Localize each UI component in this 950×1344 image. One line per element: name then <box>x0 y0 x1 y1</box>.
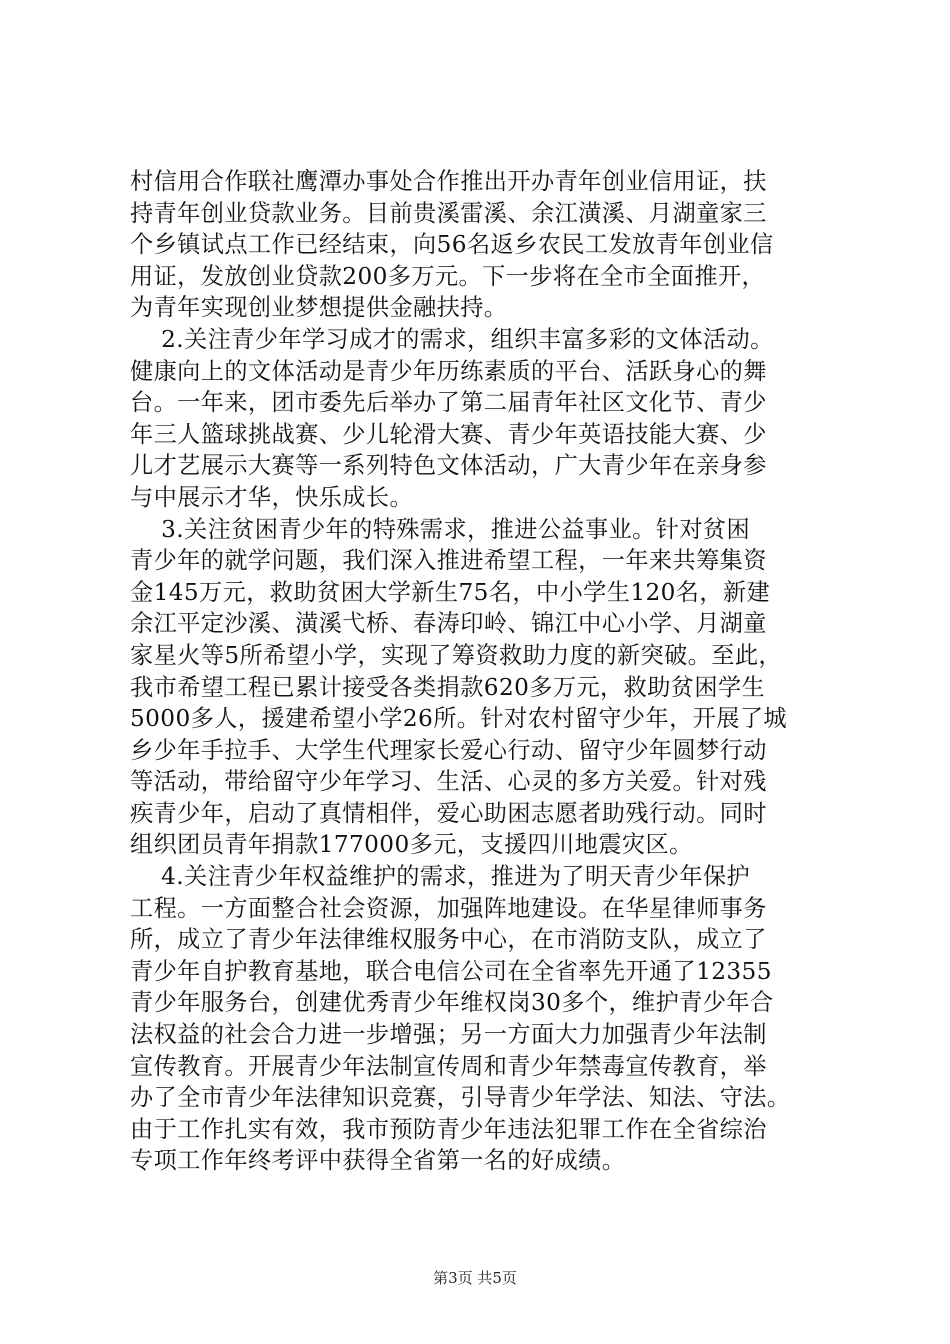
text-line: 法权益的社会合力进一步增强；另一方面大力加强青少年法制 <box>130 1021 767 1049</box>
text-line: 疾青少年，启动了真情相伴，爱心助困志愿者助残行动。同时 <box>130 799 767 827</box>
text-line: 专项工作年终考评中获得全省第一名的好成绩。 <box>130 1147 626 1175</box>
text-line: 健康向上的文体活动是青少年历练素质的平台、活跃身心的舞 <box>130 357 767 385</box>
text-line: 村信用合作联社鹰潭办事处合作推出开办青年创业信用证，扶 <box>130 168 767 195</box>
text-line: 家星火等5所希望小学，实现了筹资救助力度的新突破。至此， <box>130 641 783 669</box>
text-line: 台。一年来，团市委先后举办了第二届青年社区文化节、青少 <box>130 389 767 417</box>
text-line: 3.关注贫困青少年的特殊需求，推进公益事业。针对贫困 <box>130 515 751 543</box>
text-line: 组织团员青年捐款177000多元，支援四川地震灾区。 <box>130 831 693 859</box>
text-line: 乡少年手拉手、大学生代理家长爱心行动、留守少年圆梦行动 <box>130 736 767 764</box>
text-line: 余江平定沙溪、潢溪弋桥、春涛印岭、锦江中心小学、月湖童 <box>130 610 767 638</box>
body-text <box>130 166 842 1177</box>
text-line: 我市希望工程已累计接受各类捐款620多万元，救助贫困学生 <box>130 673 766 701</box>
text-line: 与中展示才华，快乐成长。 <box>130 483 414 511</box>
text-line: 青少年的就学问题，我们深入推进希望工程，一年来共筹集资 <box>130 547 767 575</box>
text-line: 等活动，带给留守少年学习、生活、心灵的多方关爱。针对残 <box>130 768 767 796</box>
text-line: 2.关注青少年学习成才的需求，组织丰富多彩的文体活动。 <box>130 325 774 353</box>
text-line: 持青年创业贷款业务。目前贵溪雷溪、余江潢溪、月湖童家三 <box>130 199 767 227</box>
text-line: 宣传教育。开展青少年法制宣传周和青少年禁毒宣传教育，举 <box>130 1052 767 1080</box>
text-line: 工程。一方面整合社会资源，加强阵地建设。在华星律师事务 <box>130 894 767 922</box>
text-line: 由于工作扎实有效，我市预防青少年违法犯罪工作在全省综治 <box>130 1115 767 1143</box>
text-line: 个乡镇试点工作已经结束，向56名返乡农民工发放青年创业信 <box>130 231 774 259</box>
text-line: 金145万元，救助贫困大学新生75名，中小学生120名，新建 <box>130 578 771 606</box>
text-line: 年三人篮球挑战赛、少儿轮滑大赛、青少年英语技能大赛、少 <box>130 420 767 448</box>
page-footer: 第3页 共5页 <box>433 1269 517 1287</box>
text-line: 儿才艺展示大赛等一系列特色文体活动，广大青少年在亲身参 <box>130 452 767 480</box>
text-line: 青少年服务台，创建优秀青少年维权岗30多个，维护青少年合 <box>130 989 774 1017</box>
text-line: 青少年自护教育基地，联合电信公司在全省率先开通了12355 <box>130 957 772 985</box>
text-line: 5000多人，援建希望小学26所。针对农村留守少年，开展了城 <box>130 705 788 733</box>
text-line: 4.关注青少年权益维护的需求，推进为了明天青少年保护 <box>130 863 751 891</box>
text-line: 办了全市青少年法律知识竞赛，引导青少年学法、知法、守法。 <box>130 1084 791 1112</box>
text-line: 用证，发放创业贷款200多万元。下一步将在全市全面推开， <box>130 262 766 290</box>
text-line: 为青年实现创业梦想提供金融扶持。 <box>130 294 508 322</box>
text-line: 所，成立了青少年法律维权服务中心，在市消防支队，成立了 <box>130 926 767 954</box>
